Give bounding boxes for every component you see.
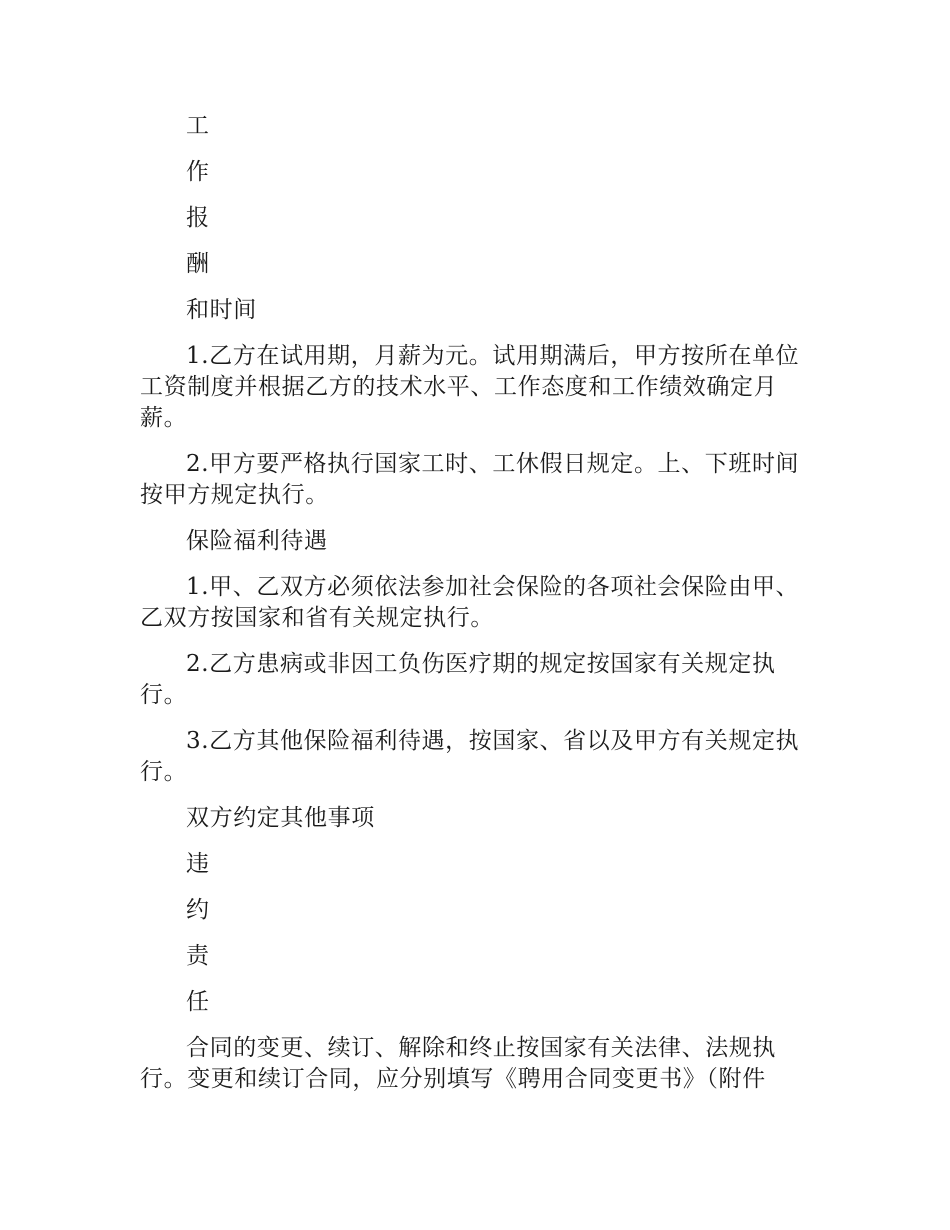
heading-insurance-benefits: 保险福利待遇 xyxy=(186,528,328,554)
heading-other-matters: 双方约定其他事项 xyxy=(186,805,375,831)
heading-breach-char-2: 约 xyxy=(186,897,210,923)
heading-char-4: 酬 xyxy=(186,251,210,277)
document-body xyxy=(140,111,820,1110)
paragraph-other-benefits: 3.乙方其他保险福利待遇，按国家、省以及甲方有关规定执行。 xyxy=(140,728,800,785)
heading-remuneration-time: 和时间 xyxy=(186,297,257,323)
paragraph-contract-changes: 合同的变更、续订、解除和终止按国家有关法律、法规执行。变更和续订合同，应分别填写《聘用合同变更书》（附件 xyxy=(140,1035,776,1092)
heading-char-2: 作 xyxy=(186,159,210,185)
paragraph-probation-salary: 1.乙方在试用期，月薪为元。试用期满后，甲方按所在单位工资制度并根据乙方的技术水平、工作态度和工作绩效确定月薪。 xyxy=(140,343,800,431)
paragraph-working-hours: 2.甲方要严格执行国家工时、工休假日规定。上、下班时间按甲方规定执行。 xyxy=(140,451,800,508)
paragraph-social-insurance: 1.甲、乙双方必须依法参加社会保险的各项社会保险由甲、乙双方按国家和省有关规定执行。 xyxy=(140,574,800,631)
heading-char-3: 报 xyxy=(186,205,210,231)
heading-breach-char-1: 违 xyxy=(186,851,210,877)
paragraph-sick-leave: 2.乙方患病或非因工负伤医疗期的规定按国家有关规定执行。 xyxy=(140,651,776,708)
heading-breach-char-4: 任 xyxy=(186,989,210,1015)
heading-breach-char-3: 责 xyxy=(186,943,210,969)
heading-char-1: 工 xyxy=(186,113,210,139)
